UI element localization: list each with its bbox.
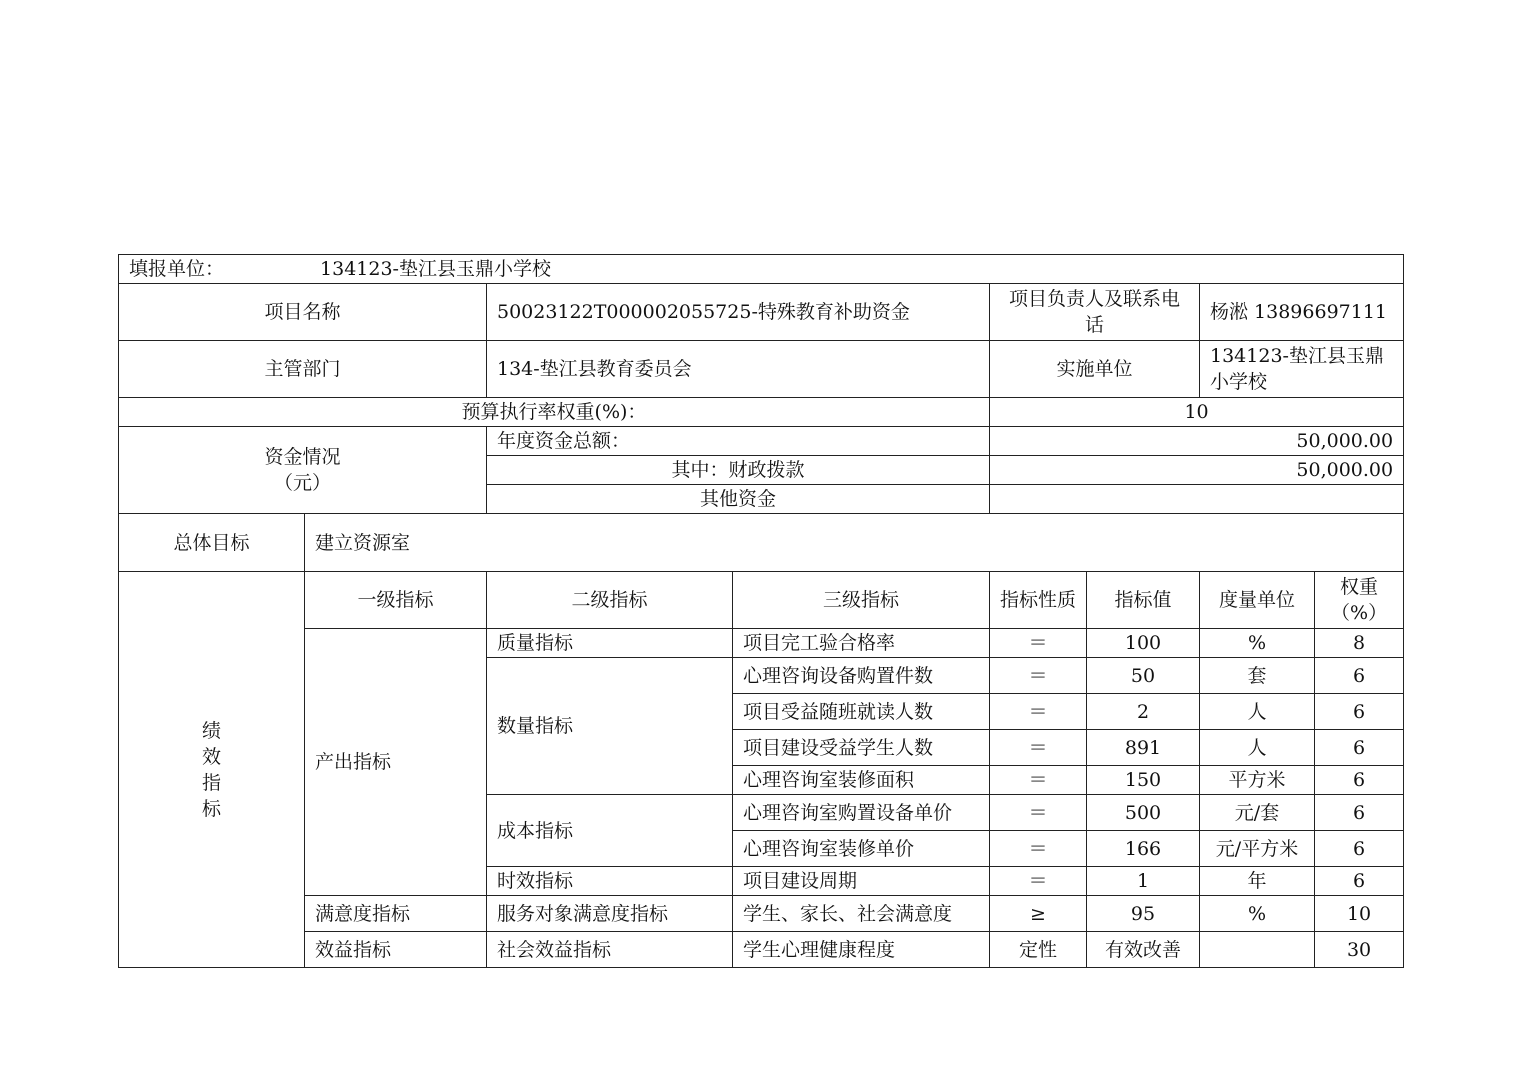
reporting-unit-value: 134123-垫江县玉鼎小学校 [320,258,551,280]
header-unit: 度量单位 [1200,572,1315,629]
funds-label-line1: 资金情况 [264,446,341,468]
unit-cell: 平方米 [1200,766,1315,795]
perf-side-char-1: 绩 [201,719,221,742]
value-cell: 50 [1087,658,1200,694]
group-timeliness: 时效指标 [487,867,733,896]
indicator-cell: 心理咨询设备购置件数 [733,658,990,694]
reporting-unit-row [119,255,1404,284]
weight-cell: 8 [1315,629,1404,658]
unit-cell: % [1200,629,1315,658]
project-contact-label: 项目负责人及联系电话 [990,284,1200,341]
indicator-cell: 心理咨询室装修面积 [733,766,990,795]
table-row [119,629,1404,658]
reporting-unit-label: 填报单位： [129,258,225,280]
funds-label-line2: （元） [273,472,331,494]
group-cost: 成本指标 [487,795,733,867]
header-value: 指标值 [1087,572,1200,629]
unit-cell: % [1200,896,1315,932]
group-service-satisfaction: 服务对象满意度指标 [487,896,733,932]
value-cell: 1 [1087,867,1200,896]
unit-cell: 人 [1200,730,1315,766]
weight-cell: 30 [1315,932,1404,968]
nature-cell: ＝ [990,831,1087,867]
funds-label [119,427,487,514]
project-name-label: 项目名称 [119,284,487,341]
value-cell: 150 [1087,766,1200,795]
header-nature: 指标性质 [990,572,1087,629]
group-benefit: 效益指标 [305,932,487,968]
funds-total-label: 年度资金总额： [487,427,990,456]
nature-cell: ＝ [990,795,1087,831]
indicator-cell: 学生心理健康程度 [733,932,990,968]
funds-fiscal-label: 其中：财政拨款 [487,456,990,485]
nature-cell: ≥ [990,896,1087,932]
indicator-cell: 项目建设受益学生人数 [733,730,990,766]
perf-side-char-4: 标 [201,797,221,820]
weight-cell: 6 [1315,730,1404,766]
group-satisfaction: 满意度指标 [305,896,487,932]
indicator-cell: 心理咨询室装修单价 [733,831,990,867]
nature-cell: ＝ [990,766,1087,795]
performance-form-table [118,254,1404,968]
funds-other-label: 其他资金 [487,485,990,514]
indicator-cell: 项目建设周期 [733,867,990,896]
weight-cell: 6 [1315,831,1404,867]
funds-other-value [990,485,1404,514]
group-output: 产出指标 [305,629,487,896]
nature-cell: ＝ [990,658,1087,694]
project-contact-value: 杨淞 13896697111 [1200,284,1404,341]
indicator-cell: 项目受益随班就读人数 [733,694,990,730]
performance-indicators-label [119,572,305,968]
department-value: 134-垫江县教育委员会 [487,341,990,398]
header-level1: 一级指标 [305,572,487,629]
value-cell: 891 [1087,730,1200,766]
perf-side-char-2: 效 [201,745,221,768]
department-label: 主管部门 [119,341,487,398]
weight-cell: 6 [1315,658,1404,694]
value-cell: 95 [1087,896,1200,932]
budget-weight-label: 预算执行率权重(%)： [119,398,990,427]
weight-cell: 6 [1315,867,1404,896]
indicator-cell: 心理咨询室购置设备单价 [733,795,990,831]
header-weight-line1: 权重 [1340,576,1379,598]
header-level2: 二级指标 [487,572,733,629]
unit-cell: 元/套 [1200,795,1315,831]
project-name-value: 50023122T000002055725-特殊教育补助资金 [487,284,990,341]
nature-cell: 定性 [990,932,1087,968]
nature-cell: ＝ [990,867,1087,896]
unit-cell: 套 [1200,658,1315,694]
table-row [119,896,1404,932]
nature-cell: ＝ [990,730,1087,766]
funds-total-value: 50,000.00 [990,427,1404,456]
budget-weight-value: 10 [990,398,1404,427]
value-cell: 166 [1087,831,1200,867]
nature-cell: ＝ [990,629,1087,658]
perf-side-char-3: 指 [201,771,221,794]
group-quality: 质量指标 [487,629,733,658]
unit-cell: 人 [1200,694,1315,730]
implementing-unit-value: 134123-垫江县玉鼎小学校 [1200,341,1404,398]
overall-goal-label: 总体目标 [119,514,305,572]
unit-cell: 元/平方米 [1200,831,1315,867]
overall-goal-value: 建立资源室 [305,514,1404,572]
indicator-cell: 项目完工验合格率 [733,629,990,658]
header-weight-line2: （%） [1331,602,1388,624]
value-cell: 100 [1087,629,1200,658]
unit-cell [1200,932,1315,968]
weight-cell: 6 [1315,795,1404,831]
header-level3: 三级指标 [733,572,990,629]
implementing-unit-label: 实施单位 [990,341,1200,398]
unit-cell: 年 [1200,867,1315,896]
table-row [119,932,1404,968]
weight-cell: 6 [1315,694,1404,730]
header-weight [1315,572,1404,629]
weight-cell: 6 [1315,766,1404,795]
group-quantity: 数量指标 [487,658,733,795]
funds-fiscal-value: 50,000.00 [990,456,1404,485]
value-cell: 2 [1087,694,1200,730]
value-cell: 500 [1087,795,1200,831]
nature-cell: ＝ [990,694,1087,730]
weight-cell: 10 [1315,896,1404,932]
group-social-benefit: 社会效益指标 [487,932,733,968]
value-cell: 有效改善 [1087,932,1200,968]
indicator-cell: 学生、家长、社会满意度 [733,896,990,932]
